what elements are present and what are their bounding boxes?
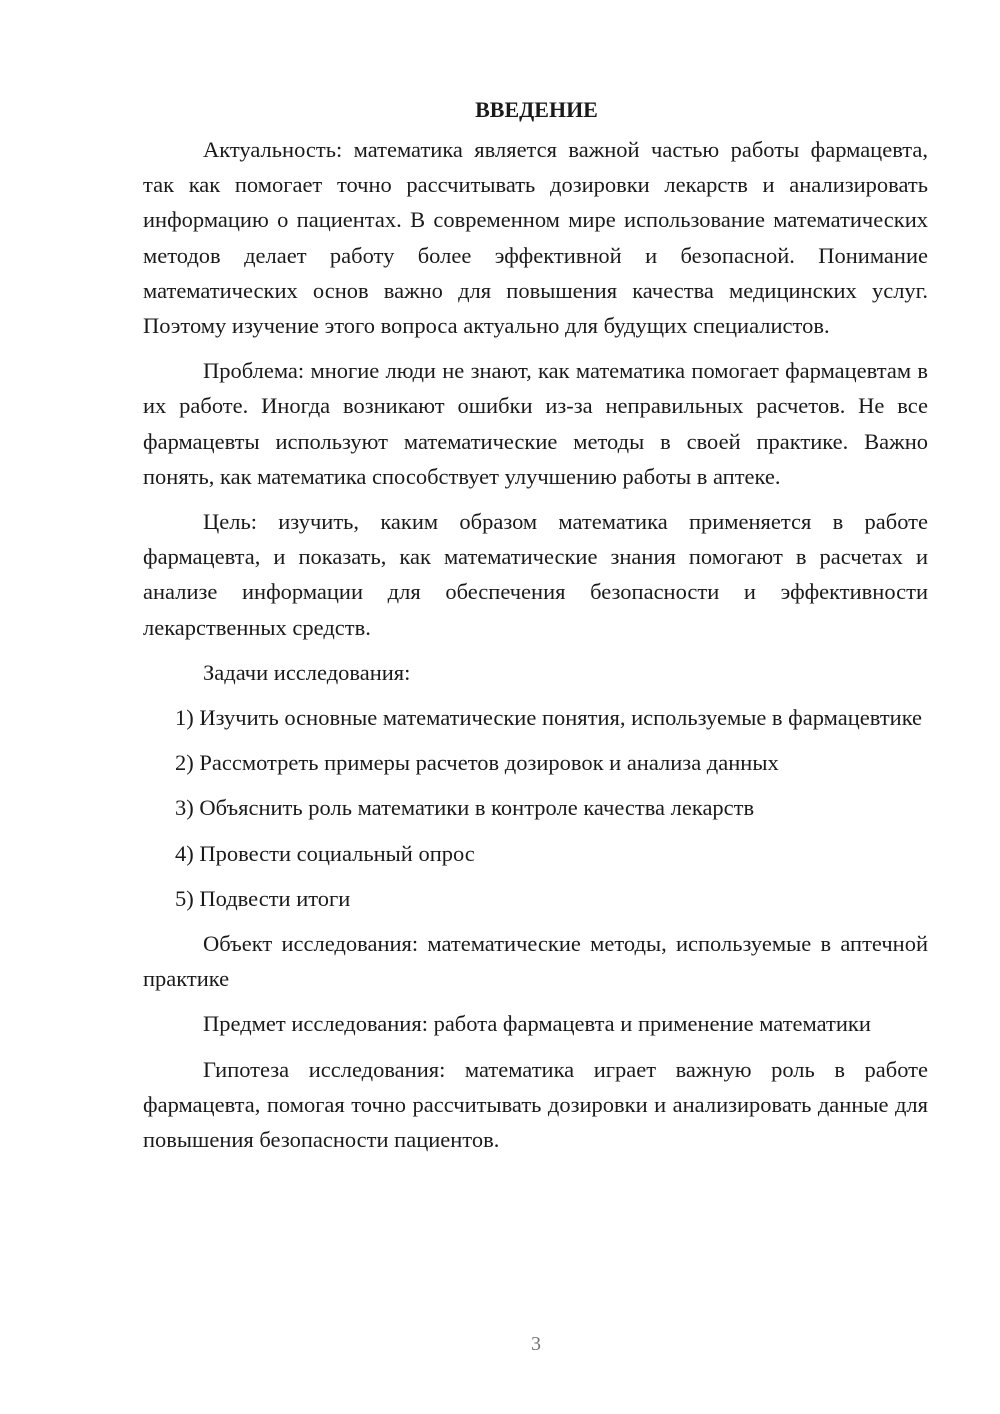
task-item-1: 1) Изучить основные математические понятия, используемые в фармацевтике — [175, 705, 923, 731]
relevance-paragraph: Актуальность: математика является важной частью работы фармацевта, так как помогает точно рассчитывать дозировки лекарств и анализировать информацию о пациентах. В современном мире использование математических методов делает работу более эффективной и безопасной. Понимание математических основ важно для повышения качества медицинских услуг. Поэтому изучение этого вопроса актуально для будущих специалистов. — [143, 137, 928, 339]
tasks-heading: Задачи исследования: — [203, 659, 411, 685]
problem-paragraph: Проблема: многие люди не знают, как математика помогает фармацевтам в их работе. Иногда возникают ошибки из-за неправильных расчетов. Не все фармацевты используют математические методы в своей практике. Важно понять, как математика способствует улучшению работы в аптеке. — [143, 358, 928, 489]
hypothesis-paragraph: Гипотеза исследования: математика играет важную роль в работе фармацевта, помогая точно рассчитывать дозировки и анализировать данные для повышения безопасности пациентов. — [143, 1056, 928, 1153]
subject-paragraph: Предмет исследования: работа фармацевта и применение математики — [203, 1011, 871, 1037]
task-item-5: 5) Подвести итоги — [175, 885, 351, 911]
task-item-3: 3) Объяснить роль математики в контроле качества лекарств — [175, 795, 755, 821]
page-title: ВВЕДЕНИЕ — [475, 97, 598, 122]
page-number: 3 — [531, 1333, 541, 1355]
document-body — [143, 88, 928, 1157]
object-paragraph: Объект исследования: математические методы, используемые в аптечной практике — [143, 931, 928, 992]
task-item-4: 4) Провести социальный опрос — [175, 840, 475, 866]
task-item-2: 2) Рассмотреть примеры расчетов дозировок и анализа данных — [175, 750, 779, 776]
goal-paragraph: Цель: изучить, каким образом математика применяется в работе фармацевта, и показать, как математические знания помогают в расчетах и анализе информации для обеспечения безопасности и эффективности лекарственных средств. — [143, 509, 928, 640]
